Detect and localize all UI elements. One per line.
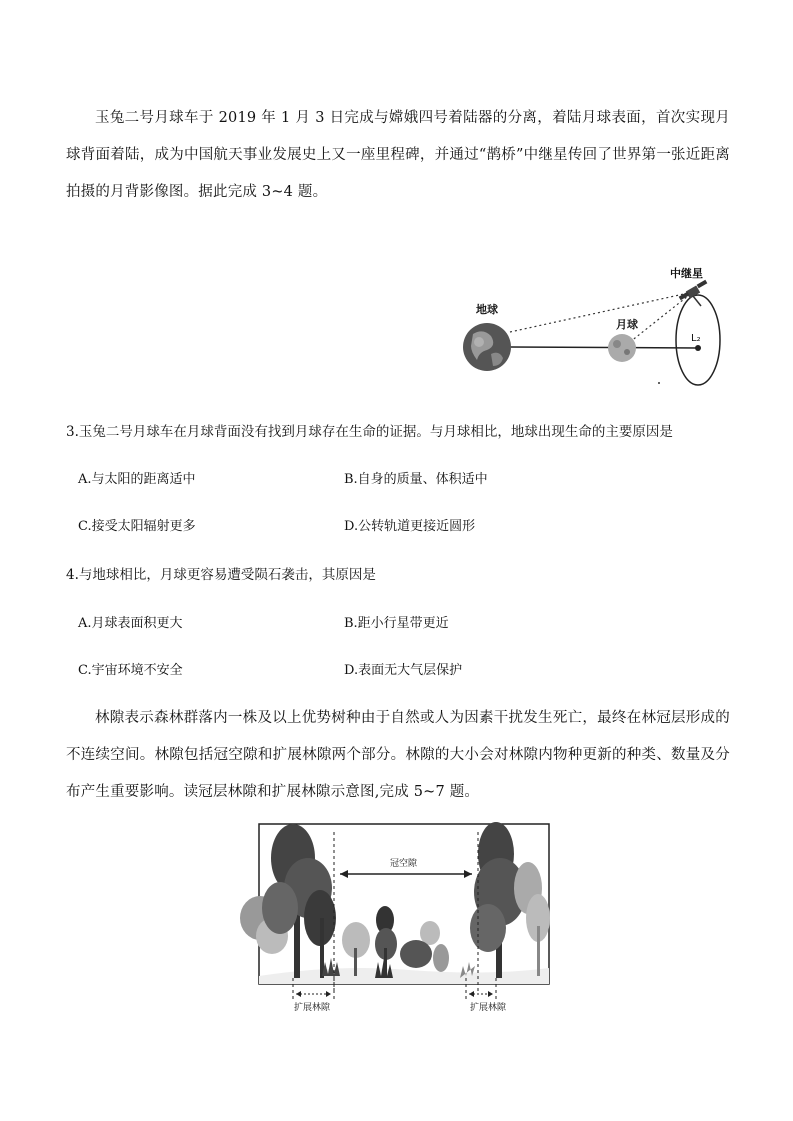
earth-moon-relay-diagram xyxy=(455,262,725,390)
forest-gap-diagram xyxy=(238,818,554,1014)
l2-point xyxy=(695,345,701,351)
q3-option-a: A.与太阳的距离适中 xyxy=(78,472,196,487)
moon-globe xyxy=(608,334,636,362)
moon-relay-dotted-line xyxy=(630,292,693,342)
earth-label: 地球 xyxy=(476,303,498,316)
relay-satellite-icon xyxy=(679,280,708,306)
l2-label: L₂ xyxy=(691,333,701,344)
question-4-stem: 4.与地球相比，月球更容易遭受陨石袭击，其原因是 xyxy=(66,567,376,583)
q4-option-a: A.月球表面积更大 xyxy=(78,616,183,631)
moon-label: 月球 xyxy=(616,318,638,331)
q4-option-c: C.宇宙环境不安全 xyxy=(78,663,183,678)
passage-forest-gap: 林隙表示森林群落内一株及以上优势树种由于自然或人为因素干扰发生死亡，最终在林冠层形成的不连续空间。林隙包括冠空隙和扩展林隙两个部分。林隙的大小会对林隙内物种更新的种类、数量及分布产生重要影响。读冠层林隙和扩展林隙示意图,完成 5~7 题。 xyxy=(66,710,730,800)
passage-moon: 玉兔二号月球车于 2019 年 1 月 3 日完成与嫦娥四号着陆器的分离，着陆月球表面，首次实现月球背面着陆，成为中国航天事业发展史上又一座里程碑，并通过“鹊桥”中继星传回了世界第一张近距离拍摄的月背影像图。据此完成 3~4 题。 xyxy=(66,110,730,200)
q3-option-b: B.自身的质量、体积适中 xyxy=(344,472,488,487)
canopy-gap-label: 冠空隙 xyxy=(390,859,418,869)
earth-relay-dotted-line xyxy=(510,292,693,332)
relay-satellite-label: 中继星 xyxy=(670,267,703,280)
expanded-gap-left-label: 扩展林隙 xyxy=(294,1003,331,1013)
q4-option-d: D.表面无大气层保护 xyxy=(344,663,463,678)
q3-option-c: C.接受太阳辐射更多 xyxy=(78,519,196,534)
q3-option-d: D.公转轨道更接近圆形 xyxy=(344,519,476,534)
question-3-stem: 3.玉兔二号月球车在月球背面没有找到月球存在生命的证据。与月球相比，地球出现生命的主要原因是 xyxy=(66,424,673,440)
expanded-gap-right-label: 扩展林隙 xyxy=(470,1003,507,1013)
earth-l2-line xyxy=(510,347,698,348)
q4-option-b: B.距小行星带更近 xyxy=(344,616,449,631)
